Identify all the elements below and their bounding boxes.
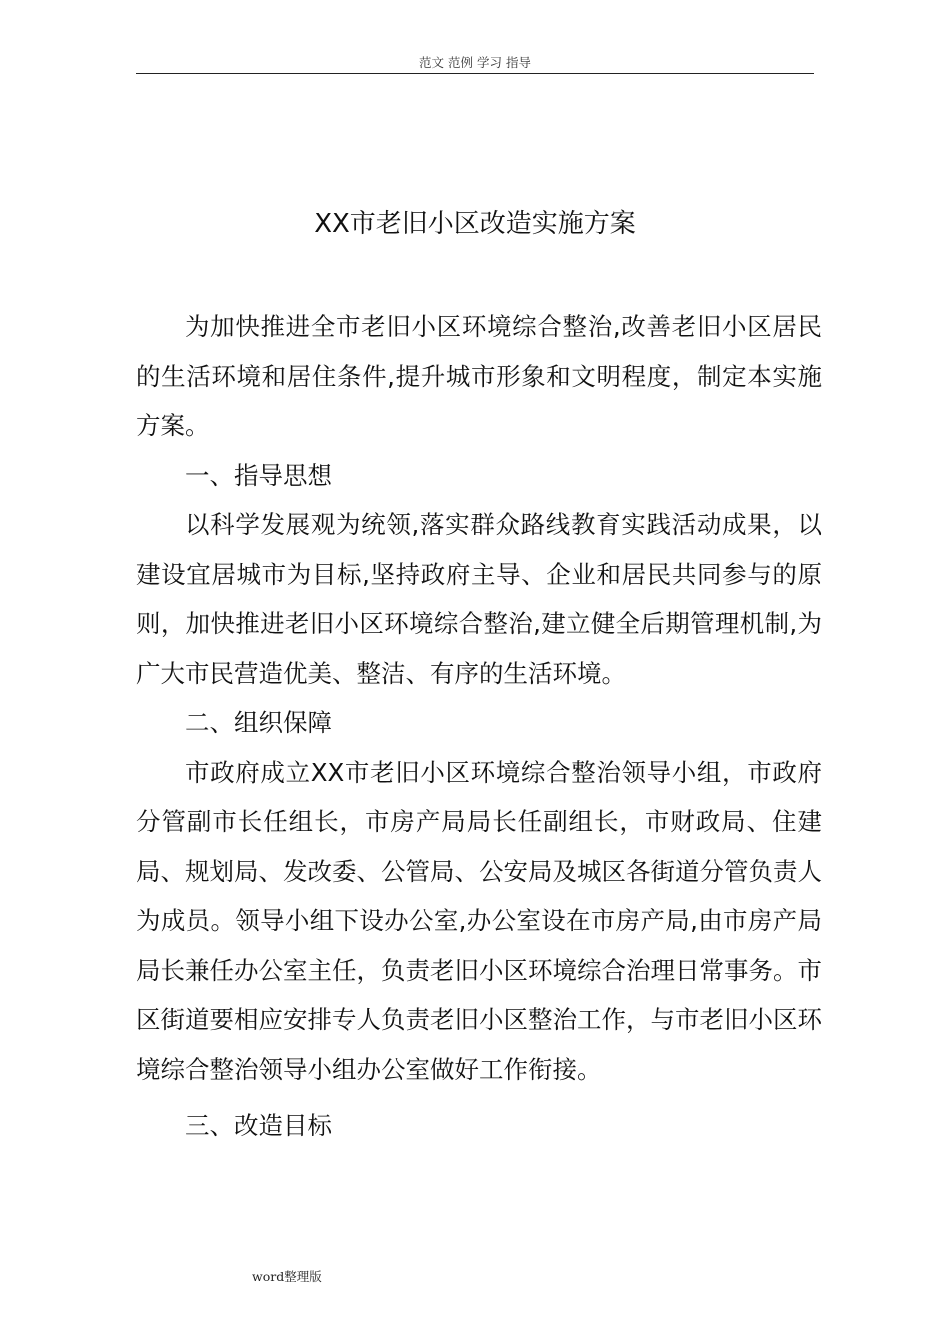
intro-paragraph: 为加快推进全市老旧小区环境综合整治,改善老旧小区居民的生活环境和居住条件,提升城市形象和文明程度，制定本实施方案。 — [136, 312, 822, 440]
section-heading-goals: 三、改造目标 — [185, 1111, 332, 1140]
section-heading-guiding-ideology: 一、指导思想 — [185, 460, 332, 490]
guiding-ideology-paragraph: 以科学发展观为统领,落实群众路线教育实践活动成果，以建设宜居城市为目标,坚持政府主导、企业和居民共同参与的原则，加快推进老旧小区环境综合整治,建立健全后期管理机制,为广大市民营造优美、整洁、有序的生活环境。 — [136, 510, 822, 688]
page-footer: word整理版 — [252, 1269, 322, 1284]
page-header: 范文 范例 学习 指导 — [136, 54, 814, 74]
document-body — [136, 302, 822, 1151]
section-heading-organization: 二、组织保障 — [185, 708, 332, 737]
document-title: XX市老旧小区改造实施方案 — [314, 209, 636, 239]
organization-paragraph: 市政府成立XX市老旧小区环境综合整治领导小组，市政府分管副市长任组长，市房产局局长任副组长，市财政局、住建局、规划局、发改委、公管局、公安局及城区各街道分管负责人为成员。领导小组下设办公室,办公室设在市房产局,由市房产局局长兼任办公室主任，负责老旧小区环境综合治理日常事务。市区街道要相应安排专人负责老旧小区整治工作，与市老旧小区环境综合整治领导小组办公室做好工作衔接。 — [136, 757, 822, 1084]
